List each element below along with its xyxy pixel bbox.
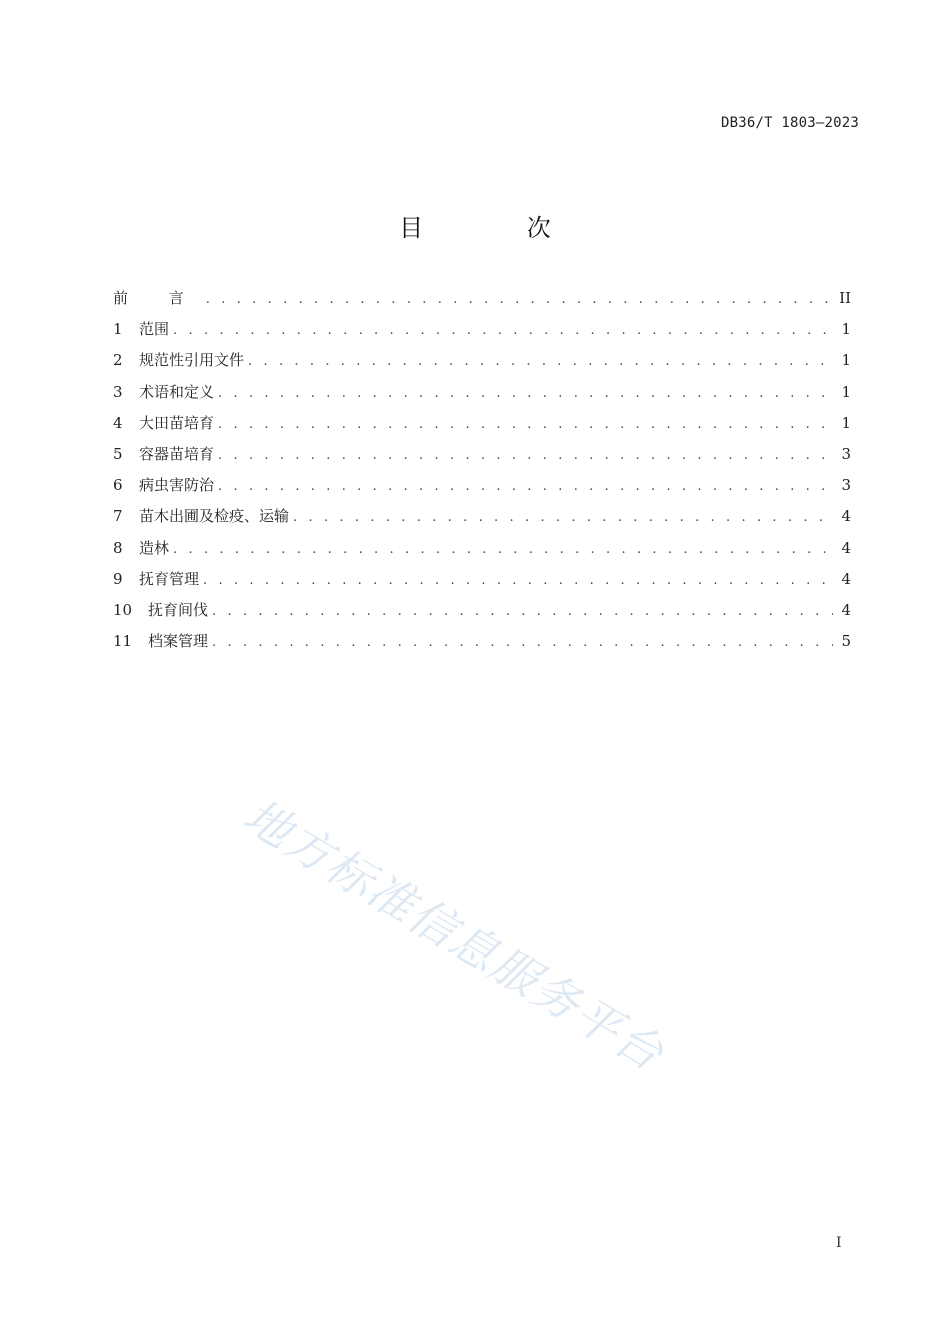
toc-entry-10[interactable] [113, 599, 851, 630]
toc-leader-dots [218, 414, 833, 436]
toc-entry-11[interactable] [113, 630, 851, 661]
toc-entry-label: 前 言 [113, 289, 202, 307]
toc-entry-page: 4 [841, 569, 851, 588]
watermark: 地方标准信息服务平台 [234, 788, 674, 1082]
toc-entry-number: 5 [113, 444, 123, 463]
toc-entry-3[interactable] [113, 381, 851, 412]
toc-entry-page: 4 [841, 507, 851, 526]
toc-entry-label: 术语和定义 [139, 382, 215, 401]
toc-entry-6[interactable] [113, 474, 851, 505]
toc-entry-label: 容器苗培育 [139, 444, 215, 463]
toc-leader-dots [293, 507, 833, 529]
toc-entry-page: 1 [841, 351, 851, 370]
toc-leader-dots [218, 445, 833, 467]
toc-entry-page: 1 [841, 382, 851, 401]
toc-leader-dots [173, 320, 833, 342]
toc-entry-label: 大田苗培育 [139, 413, 215, 432]
toc-entry-number: 1 [113, 320, 123, 339]
toc-entry-page: 1 [841, 413, 851, 432]
toc-entry-9[interactable] [113, 568, 851, 599]
toc-leader-dots [212, 632, 833, 654]
toc-entry-label: 病虫害防治 [139, 476, 215, 495]
toc-leader-dots [203, 570, 833, 592]
toc-entry-4[interactable] [113, 412, 851, 443]
toc-entry-label: 抚育间伐 [148, 600, 209, 619]
toc-entry-number: 7 [113, 507, 123, 526]
toc-leader-dots [212, 601, 833, 623]
toc-entry-label: 范围 [139, 320, 170, 339]
toc-entry-page: 1 [841, 320, 851, 339]
toc-entry-2[interactable] [113, 349, 851, 380]
toc-entry-5[interactable] [113, 443, 851, 474]
toc-entry-number: 4 [113, 413, 123, 432]
toc-leader-dots [218, 383, 833, 405]
toc-entry-label: 档案管理 [148, 632, 209, 651]
toc-entry-7[interactable] [113, 505, 851, 536]
toc-leader-dots [218, 476, 833, 498]
toc-leader-dots [248, 351, 833, 373]
toc-entry-page: II [839, 289, 851, 307]
document-code: DB36/T 1803—2023 [720, 115, 859, 131]
table-of-contents [113, 287, 851, 661]
toc-entry-page: 5 [841, 632, 851, 651]
toc-entry-label: 规范性引用文件 [139, 351, 245, 370]
toc-entry-page: 4 [841, 600, 851, 619]
toc-entry-label: 造林 [139, 538, 170, 557]
toc-entry-1[interactable] [113, 318, 851, 349]
toc-entry-page: 4 [841, 538, 851, 557]
toc-entry-label: 苗木出圃及检疫、运输 [139, 507, 290, 526]
toc-entry-8[interactable] [113, 537, 851, 568]
page-title: 目 次 [399, 214, 599, 242]
toc-entry-number: 6 [113, 476, 123, 495]
footer-page-number: I [836, 1235, 842, 1251]
toc-entry-page: 3 [841, 476, 851, 495]
toc-entry-number: 11 [113, 632, 133, 651]
toc-entry-label: 抚育管理 [139, 569, 200, 588]
toc-leader-dots [206, 289, 833, 311]
toc-leader-dots [173, 539, 833, 561]
toc-entry-number: 8 [113, 538, 123, 557]
toc-entry-page: 3 [841, 444, 851, 463]
toc-entry-number: 9 [113, 569, 123, 588]
toc-entry-foreword[interactable] [113, 287, 851, 318]
toc-entry-number: 10 [113, 600, 133, 619]
toc-entry-number: 2 [113, 351, 123, 370]
toc-entry-number: 3 [113, 382, 123, 401]
